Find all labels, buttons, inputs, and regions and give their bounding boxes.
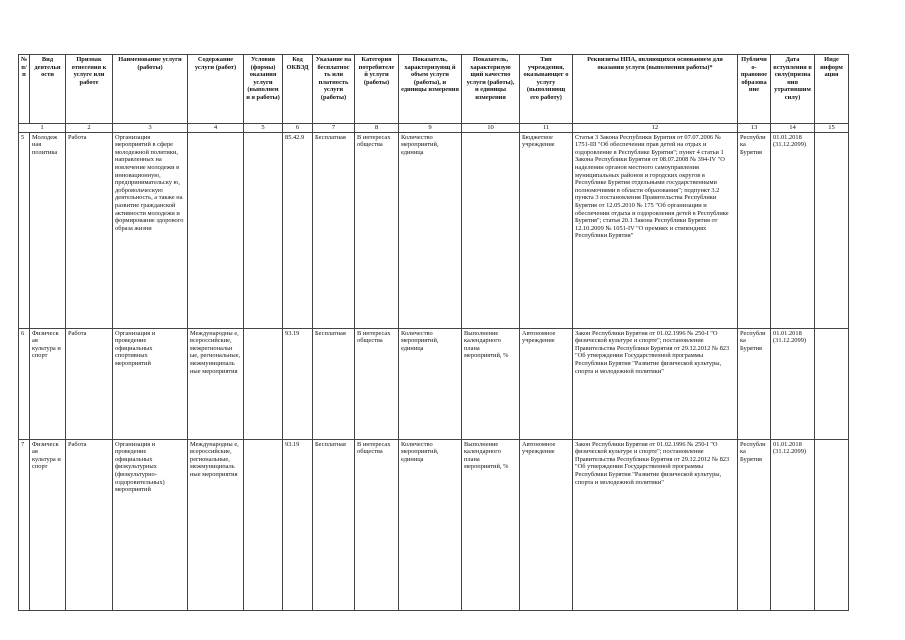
cell-sign: Работа	[66, 439, 113, 610]
cell-name: Организация и проведение официальных физкультурных (физкультурно-оздоровительных) мероприятий	[113, 439, 188, 610]
cell-npa: Статья 3 Закона Республики Бурятия от 07.07.2006 № 1751-III "Об обеспечении прав детей на отдых и оздоровление в Республике Бурятия"; пункт 4 статьи 1 Закона Республики Бурятия от 08.07.2008 № 394-IV "О наделении органов местного самоуправления муниципальных районов и городских округов в Республике Бурятия отдельными государственными полномочиями в области образования"; подпункт 3.2 пункта 3 постановления Правительства Республики Бурятия от 12.05.2010 № 175 "Об организации и обеспечении отдыха и оздоровления детей в Республике Бурятия"; статья 20.1 Закона Республики Бурятия от 12.10.2009 № 1051-IV "О премиях и стипендиях Республики Бурятия"	[573, 132, 738, 328]
cell-sign: Работа	[66, 328, 113, 439]
column-number: 5	[244, 124, 283, 133]
cell-date: 01.01.2018 (31.12.2099)	[771, 328, 815, 439]
cell-activity: Молодеж ная политика	[30, 132, 66, 328]
cell-activity: Физическ ая культура и спорт	[30, 328, 66, 439]
cell-entity: Республи ка Бурятия	[738, 328, 771, 439]
cell-entity: Республи ка Бурятия	[738, 132, 771, 328]
header-cell-okved: Код ОКВЭД	[283, 55, 313, 124]
cell-volume: Количество мероприятий, единица	[399, 328, 462, 439]
header-cell-category: Категория потребителе й услуги (работы)	[355, 55, 399, 124]
header-cell-activity: Вид деятельн ости	[30, 55, 66, 124]
header-cell-npa: Реквизиты НПА, являющихся основанием для оказания услуги (выполнения работы)*	[573, 55, 738, 124]
table-row	[19, 132, 849, 328]
cell-inst-type: Бюджетное учреждение	[520, 132, 573, 328]
header-cell-name: Наименование услуги (работы)	[113, 55, 188, 124]
cell-conditions	[244, 439, 283, 610]
cell-name: Организация мероприятий в сфере молодежной политики, направленных на вовлечение молодежи в инновационную, предпринимательску ю, добровольческую деятельность, а также на развитие гражданской активности молодежи и формирование здорового образа жизни	[113, 132, 188, 328]
column-number: 10	[462, 124, 520, 133]
column-number: 2	[66, 124, 113, 133]
header-cell-index: Инде информ ация	[815, 55, 849, 124]
registry-sheet	[18, 54, 849, 611]
cell-date: 01.01.2018 (31.12.2099)	[771, 132, 815, 328]
cell-num: 6	[19, 328, 30, 439]
header-cell-inst-type: Тип учреждения, оказывающег о услугу (выполняющ его работу)	[520, 55, 573, 124]
cell-npa: Закон Республики Бурятия от 01.02.1996 № 250-I "О физической культуре и спорте"; постановление Правительства Республики Бурятия от 29.12.2012 № 823 "Об утверждении Государственной программы Республики Бурятия "Развитие физической культуры, спорта и молодежной политики"	[573, 328, 738, 439]
header-cell-payment: Указание на бесплатнос ть или платность услуги (работы)	[313, 55, 355, 124]
column-number: 1	[19, 124, 66, 133]
column-number: 4	[188, 124, 244, 133]
column-number: 15	[815, 124, 849, 133]
column-number-row	[19, 124, 849, 133]
cell-content	[188, 132, 244, 328]
column-number: 7	[313, 124, 355, 133]
cell-inst-type: Автономное учреждение	[520, 328, 573, 439]
cell-index	[815, 328, 849, 439]
cell-inst-type: Автономное учреждение	[520, 439, 573, 610]
column-number: 13	[738, 124, 771, 133]
cell-volume: Количество мероприятий, единица	[399, 439, 462, 610]
cell-num: 7	[19, 439, 30, 610]
cell-npa: Закон Республики Бурятия от 01.02.1996 № 250-I "О физической культуре и спорте"; постановление Правительства Республики Бурятия от 29.12.2012 № 823 "Об утверждении Государственной программы Республики Бурятия "Развитие физической культуры, спорта и молодежной политики"	[573, 439, 738, 610]
cell-payment: Бесплатная	[313, 132, 355, 328]
cell-activity: Физическ ая культура и спорт	[30, 439, 66, 610]
cell-category: В интересах общества	[355, 328, 399, 439]
header-cell-num: № п/п	[19, 55, 30, 124]
column-number: 12	[573, 124, 738, 133]
cell-date: 01.01.2018 (31.12.2099)	[771, 439, 815, 610]
column-number: 3	[113, 124, 188, 133]
column-number: 11	[520, 124, 573, 133]
header-cell-content: Содержание услуги (работ)	[188, 55, 244, 124]
cell-okved: 93.19	[283, 439, 313, 610]
cell-sign: Работа	[66, 132, 113, 328]
cell-index	[815, 132, 849, 328]
header-cell-date: Дата вступления в силу(призна ния утратившим силу)	[771, 55, 815, 124]
cell-content: Международны е, всероссийские, межрегиональн ые, региональные, межмуниципаль ные мероприятия	[188, 328, 244, 439]
cell-volume: Количество мероприятий, единица	[399, 132, 462, 328]
column-number: 9	[399, 124, 462, 133]
cell-okved: 93.19	[283, 328, 313, 439]
cell-entity: Республи ка Бурятия	[738, 439, 771, 610]
cell-payment: Бесплатная	[313, 439, 355, 610]
cell-okved: 85.42.9	[283, 132, 313, 328]
cell-content: Международны е, всероссийские, региональные, межмуниципаль ные мероприятия	[188, 439, 244, 610]
column-number: 14	[771, 124, 815, 133]
header-row	[19, 55, 849, 124]
cell-category: В интересах общества	[355, 439, 399, 610]
cell-quality: Выполнение календарного плана мероприятий, %	[462, 328, 520, 439]
column-number: 8	[355, 124, 399, 133]
services-registry-table	[18, 54, 849, 611]
cell-num: 5	[19, 132, 30, 328]
cell-payment: Бесплатная	[313, 328, 355, 439]
cell-conditions	[244, 328, 283, 439]
header-cell-sign: Признак отнесения к услуге или работе	[66, 55, 113, 124]
table-row	[19, 439, 849, 610]
cell-name: Организация и проведение официальных спортивных мероприятий	[113, 328, 188, 439]
cell-quality	[462, 132, 520, 328]
header-cell-quality: Показатель, характеризую щий качество услуги (работы), и единицы измерения	[462, 55, 520, 124]
table-row	[19, 328, 849, 439]
cell-index	[815, 439, 849, 610]
header-cell-conditions: Условия (формы) оказания услуги (выполнени я работы)	[244, 55, 283, 124]
header-cell-entity: Публичн о-правовое образова ние	[738, 55, 771, 124]
cell-quality: Выполнение календарного плана мероприятий, %	[462, 439, 520, 610]
header-cell-volume: Показатель, характеризующ й объем услуги (работы), и единицы измерения	[399, 55, 462, 124]
column-number: 6	[283, 124, 313, 133]
cell-category: В интересах общества	[355, 132, 399, 328]
cell-conditions	[244, 132, 283, 328]
